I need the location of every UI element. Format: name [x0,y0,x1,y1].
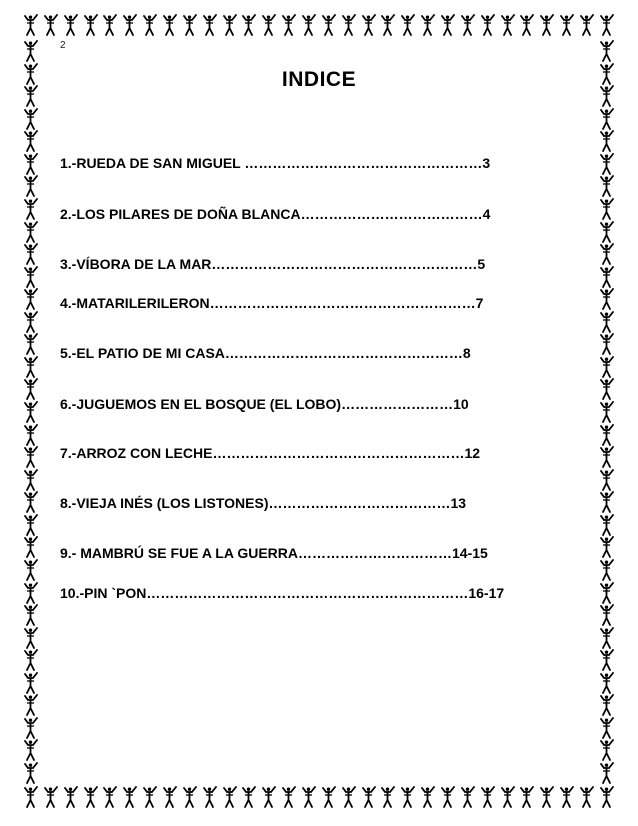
waving-figure-icon [62,786,80,808]
waving-figure-icon [558,786,576,808]
decorative-border-top [22,14,616,36]
waving-figure-icon [399,786,417,808]
waving-figure-icon [161,14,179,36]
waving-figure-icon [479,14,497,36]
waving-figure-icon [22,717,40,739]
waving-figure-icon [598,333,616,355]
waving-figure-icon [22,311,40,333]
waving-figure-icon [459,786,477,808]
waving-figure-icon [22,288,40,310]
waving-figure-icon [598,40,616,62]
waving-figure-icon [22,762,40,784]
waving-figure-icon [22,401,40,423]
waving-figure-icon [22,356,40,378]
waving-figure-icon [499,14,517,36]
waving-figure-icon [360,14,378,36]
waving-figure-icon [22,672,40,694]
waving-figure-icon [141,14,159,36]
waving-figure-icon [22,491,40,513]
waving-figure-icon [598,446,616,468]
waving-figure-icon [22,153,40,175]
toc-entry-4: 4.-MATARILERILERON…………………………………………………7 [60,295,484,311]
waving-figure-icon [598,288,616,310]
waving-figure-icon [419,786,437,808]
toc-entry-9: 9.- MAMBRÚ SE FUE A LA GUERRA……………………………14-15 [60,545,488,561]
waving-figure-icon [578,786,596,808]
waving-figure-icon [260,14,278,36]
toc-entry-8: 8.-VIEJA INÉS (LOS LISTONES)…………………………………13 [60,495,467,511]
waving-figure-icon [360,786,378,808]
waving-figure-icon [598,514,616,536]
waving-figure-icon [419,14,437,36]
waving-figure-icon [598,717,616,739]
waving-figure-icon [598,108,616,130]
waving-figure-icon [42,786,60,808]
toc-entry-2: 2.-LOS PILARES DE DOÑA BLANCA…………………………………4 [60,206,491,222]
waving-figure-icon [42,14,60,36]
waving-figure-icon [121,786,139,808]
waving-figure-icon [181,786,199,808]
waving-figure-icon [598,559,616,581]
waving-figure-icon [121,14,139,36]
toc-entry-1: 1.-RUEDA DE SAN MIGUEL ……………………………………………3 [60,155,491,171]
waving-figure-icon [598,198,616,220]
waving-figure-icon [101,786,119,808]
waving-figure-icon [499,786,517,808]
waving-figure-icon [320,786,338,808]
waving-figure-icon [598,672,616,694]
waving-figure-icon [598,378,616,400]
toc-entry-10: 10.-PIN `PON……………………………………………………………16-17 [60,585,505,601]
waving-figure-icon [22,536,40,558]
waving-figure-icon [340,14,358,36]
waving-figure-icon [598,401,616,423]
waving-figure-icon [598,356,616,378]
waving-figure-icon [518,786,536,808]
waving-figure-icon [379,786,397,808]
waving-figure-icon [240,786,258,808]
waving-figure-icon [598,153,616,175]
page-number: 2 [60,40,66,51]
waving-figure-icon [22,604,40,626]
waving-figure-icon [578,14,596,36]
waving-figure-icon [598,221,616,243]
waving-figure-icon [22,130,40,152]
decorative-border-bottom [22,786,616,808]
waving-figure-icon [82,786,100,808]
waving-figure-icon [181,14,199,36]
waving-figure-icon [22,108,40,130]
waving-figure-icon [598,536,616,558]
waving-figure-icon [598,739,616,761]
waving-figure-icon [598,266,616,288]
waving-figure-icon [598,604,616,626]
waving-figure-icon [22,627,40,649]
waving-figure-icon [82,14,100,36]
waving-figure-icon [221,14,239,36]
waving-figure-icon [280,14,298,36]
waving-figure-icon [538,14,556,36]
waving-figure-icon [22,198,40,220]
waving-figure-icon [201,786,219,808]
waving-figure-icon [598,786,616,808]
waving-figure-icon [101,14,119,36]
waving-figure-icon [598,130,616,152]
toc-entry-7: 7.-ARROZ CON LECHE………………………………………………12 [60,445,481,461]
decorative-border-right [598,40,616,784]
waving-figure-icon [538,786,556,808]
waving-figure-icon [240,14,258,36]
waving-figure-icon [518,14,536,36]
waving-figure-icon [260,786,278,808]
toc-entry-6: 6.-JUGUEMOS EN EL BOSQUE (EL LOBO)……………………10 [60,396,469,412]
waving-figure-icon [598,649,616,671]
waving-figure-icon [22,446,40,468]
waving-figure-icon [22,582,40,604]
decorative-border-left [22,40,40,784]
waving-figure-icon [22,469,40,491]
waving-figure-icon [22,333,40,355]
waving-figure-icon [598,762,616,784]
waving-figure-icon [22,243,40,265]
waving-figure-icon [598,694,616,716]
waving-figure-icon [598,14,616,36]
waving-figure-icon [22,649,40,671]
toc-entry-5: 5.-EL PATIO DE MI CASA……………………………………………8 [60,345,471,361]
waving-figure-icon [479,786,497,808]
waving-figure-icon [598,469,616,491]
toc-entry-3: 3.-VÍBORA DE LA MAR…………………………………………………5 [60,256,486,272]
waving-figure-icon [439,786,457,808]
waving-figure-icon [201,14,219,36]
waving-figure-icon [22,175,40,197]
waving-figure-icon [598,582,616,604]
waving-figure-icon [22,378,40,400]
waving-figure-icon [340,786,358,808]
waving-figure-icon [300,14,318,36]
waving-figure-icon [22,694,40,716]
waving-figure-icon [379,14,397,36]
waving-figure-icon [22,424,40,446]
waving-figure-icon [22,40,40,62]
waving-figure-icon [221,786,239,808]
waving-figure-icon [459,14,477,36]
waving-figure-icon [141,786,159,808]
waving-figure-icon [22,559,40,581]
waving-figure-icon [598,243,616,265]
waving-figure-icon [280,786,298,808]
waving-figure-icon [598,424,616,446]
waving-figure-icon [399,14,417,36]
waving-figure-icon [300,786,318,808]
waving-figure-icon [22,266,40,288]
waving-figure-icon [558,14,576,36]
waving-figure-icon [598,627,616,649]
waving-figure-icon [598,175,616,197]
waving-figure-icon [22,514,40,536]
waving-figure-icon [22,739,40,761]
waving-figure-icon [320,14,338,36]
waving-figure-icon [598,311,616,333]
waving-figure-icon [439,14,457,36]
waving-figure-icon [22,14,40,36]
waving-figure-icon [22,221,40,243]
waving-figure-icon [62,14,80,36]
waving-figure-icon [598,491,616,513]
waving-figure-icon [161,786,179,808]
page-title: INDICE [281,68,357,91]
waving-figure-icon [22,786,40,808]
